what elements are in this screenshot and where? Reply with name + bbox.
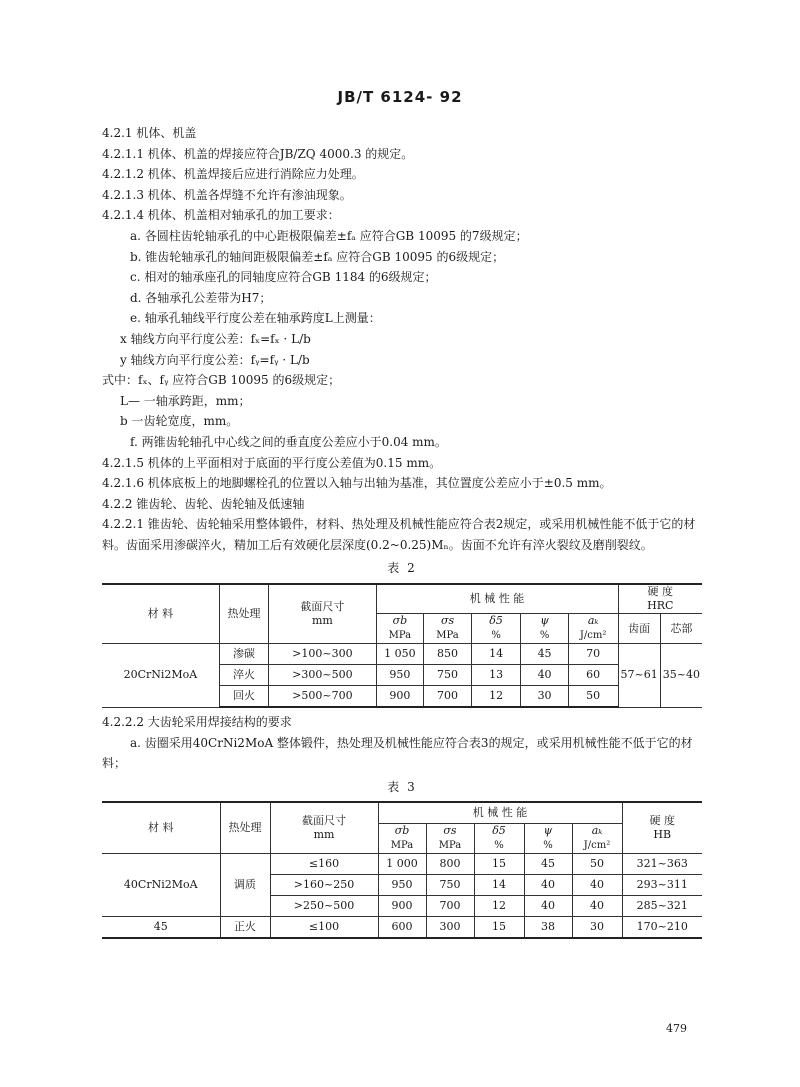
t2-r0-phi: 45 bbox=[521, 644, 569, 665]
t3-r1-phi: 40 bbox=[524, 875, 572, 896]
t2-sub-ak bbox=[568, 614, 618, 644]
t2-r2-section: >500~700 bbox=[269, 686, 376, 708]
requirement-b: b. 锥齿轮轴承孔的轴间距极限偏差±fₐ 应符合GB 10095 的6级规定； bbox=[130, 249, 505, 264]
t2-sub-tooth: 齿面 bbox=[618, 614, 660, 644]
t3-r3-ss: 300 bbox=[426, 917, 474, 939]
section-4-2-1-6: 4.2.1.6 机体底板上的地脚螺栓孔的位置以入轴与出轴为基准，其位置度公差应小于±0.5 mm。 bbox=[102, 476, 612, 491]
t2-section-label: 截面尺寸 bbox=[300, 600, 345, 614]
t2-hardness-unit: HRC bbox=[647, 599, 674, 613]
t2-sym-ss: σs bbox=[440, 614, 455, 628]
t3-sub-sb bbox=[378, 824, 426, 854]
t2-r0-heat: 渗碳 bbox=[219, 644, 268, 665]
t3-r3-d5: 15 bbox=[474, 917, 524, 939]
t2-sym-ak: aₖ bbox=[587, 614, 599, 628]
t2-hardness-label: 硬 度 bbox=[647, 585, 673, 599]
t3-header-mech: 机 械 性 能 bbox=[378, 802, 622, 824]
section-4-2-2-2: 4.2.2.2 大齿轮采用焊接结构的要求 bbox=[102, 715, 292, 730]
requirement-a: a. 各圆柱齿轮轴承孔的中心距极限偏差±fₐ 应符合GB 10095 的7级规定； bbox=[130, 228, 528, 243]
table-3-caption: 表 3 bbox=[387, 779, 417, 794]
t2-header-heat: 热处理 bbox=[219, 584, 268, 644]
t2-r2-ss: 700 bbox=[424, 686, 472, 708]
t2-header-material: 材 料 bbox=[102, 584, 219, 644]
t3-r1-d5: 14 bbox=[474, 875, 524, 896]
section-4-2-1: 4.2.1 机体、机盖 bbox=[102, 126, 197, 140]
section-4-2-1-3: 4.2.1.3 机体、机盖各焊缝不允许有渗油现象。 bbox=[102, 187, 352, 202]
table-3 bbox=[102, 801, 702, 939]
page-number: 479 bbox=[666, 1022, 687, 1035]
t3-r0-sb: 1 000 bbox=[378, 854, 426, 875]
t3-header-section bbox=[270, 802, 378, 854]
t2-r2-sb: 900 bbox=[376, 686, 424, 708]
t2-unit-ak: J/cm² bbox=[579, 630, 607, 642]
t2-unit-d5: % bbox=[491, 630, 501, 642]
requirement-f: f. 两锥齿轮轴孔中心线之间的垂直度公差应小于0.04 mm。 bbox=[130, 434, 447, 449]
t2-sym-sb: σb bbox=[392, 614, 408, 628]
t3-r2-d5: 12 bbox=[474, 896, 524, 917]
t2-sub-sb bbox=[376, 614, 424, 644]
t3-material-1: 40CrNi2MoA bbox=[102, 854, 220, 917]
t2-material: 20CrNi2MoA bbox=[102, 644, 219, 708]
t3-unit-ss: MPa bbox=[438, 840, 462, 852]
t2-sub-ss bbox=[424, 614, 472, 644]
t3-r3-phi: 38 bbox=[524, 917, 572, 939]
section-4-2-2: 4.2.2 锥齿轮、齿轮、齿轮轴及低速轴 bbox=[102, 496, 305, 511]
t3-sym-phi: ψ bbox=[543, 824, 553, 838]
t3-r0-hb: 321~363 bbox=[622, 854, 702, 875]
t2-sym-d5: δ5 bbox=[489, 614, 503, 628]
t3-hardness-unit: HB bbox=[653, 828, 672, 842]
t3-r3-sb: 600 bbox=[378, 917, 426, 939]
t3-sym-ss: σs bbox=[443, 824, 457, 838]
t3-section-unit: mm bbox=[313, 828, 335, 842]
t3-heat-1: 调质 bbox=[220, 854, 270, 917]
t3-sub-d5 bbox=[474, 824, 524, 854]
t3-r2-section: >250~500 bbox=[270, 896, 378, 917]
section-4-2-1-4: 4.2.1.4 机体、机盖相对轴承孔的加工要求： bbox=[102, 208, 340, 223]
t3-r2-phi: 40 bbox=[524, 896, 572, 917]
t3-r2-hb: 285~321 bbox=[622, 896, 702, 917]
t3-r2-ak: 40 bbox=[572, 896, 622, 917]
t2-r2-heat: 回火 bbox=[219, 686, 268, 708]
t2-r0-section: >100~300 bbox=[269, 644, 376, 665]
t2-section-unit: mm bbox=[311, 614, 333, 628]
t2-sym-phi: ψ bbox=[540, 614, 549, 628]
t2-r0-ak: 70 bbox=[568, 644, 618, 665]
t2-sub-phi bbox=[521, 614, 569, 644]
t3-r0-section: ≤160 bbox=[270, 854, 378, 875]
t3-r1-sb: 950 bbox=[378, 875, 426, 896]
t3-section-label: 截面尺寸 bbox=[302, 814, 346, 828]
t3-sub-ss bbox=[426, 824, 474, 854]
t3-sub-ak bbox=[572, 824, 622, 854]
section-4-2-1-5: 4.2.1.5 机体的上平面相对于底面的平行度公差值为0.15 mm。 bbox=[102, 455, 442, 470]
t3-sym-d5: δ5 bbox=[492, 824, 506, 838]
t2-r0-sb: 1 050 bbox=[376, 644, 424, 665]
t3-sym-ak: aₖ bbox=[591, 824, 603, 838]
t2-r1-ak: 60 bbox=[568, 665, 618, 686]
t2-hardness-core: 35~40 bbox=[660, 644, 702, 708]
t2-r1-phi: 40 bbox=[521, 665, 569, 686]
t2-r1-ss: 750 bbox=[424, 665, 472, 686]
t3-r3-hb: 170~210 bbox=[622, 917, 702, 939]
t2-unit-ss: MPa bbox=[436, 630, 459, 642]
table-2-caption: 表 2 bbox=[387, 561, 417, 576]
t3-r3-section: ≤100 bbox=[270, 917, 378, 939]
document-header: JB/T 6124- 92 bbox=[337, 88, 463, 106]
t3-r0-ak: 50 bbox=[572, 854, 622, 875]
t2-r0-ss: 850 bbox=[424, 644, 472, 665]
definition-b: b 一齿轮宽度，mm。 bbox=[120, 414, 239, 429]
t3-heat-2: 正火 bbox=[220, 917, 270, 939]
t2-unit-sb: MPa bbox=[388, 630, 412, 642]
formula-x: x 轴线方向平行度公差：fₓ=fₓ · L/b bbox=[120, 331, 311, 346]
t2-r1-heat: 淬火 bbox=[219, 665, 268, 686]
t2-r1-section: >300~500 bbox=[269, 665, 376, 686]
t2-unit-phi: % bbox=[539, 630, 550, 642]
t2-r1-d5: 13 bbox=[471, 665, 520, 686]
t2-header-section bbox=[269, 584, 376, 644]
t3-header-hardness bbox=[622, 802, 702, 854]
section-4-2-1-1: 4.2.1.1 机体、机盖的焊接应符合JB/ZQ 4000.3 的规定。 bbox=[102, 146, 414, 161]
t3-r1-section: >160~250 bbox=[270, 875, 378, 896]
t3-material-2: 45 bbox=[102, 917, 220, 939]
t3-r2-sb: 900 bbox=[378, 896, 426, 917]
t3-sub-phi bbox=[524, 824, 572, 854]
definition-L: L— 一轴承跨距，mm； bbox=[120, 393, 251, 408]
t2-r2-d5: 12 bbox=[471, 686, 520, 708]
section-4-2-2-1: 4.2.2.1 锥齿轮、齿轮轴采用整体锻件，材料、热处理及机械性能应符合表2规定，或采用机械性能不低于它的材料。齿面采用渗碳淬火，精加工后有效硬化层深度(0.2~0.25)Mₙ。齿面不允许有淬火裂纹及磨削裂纹。 bbox=[102, 517, 696, 552]
t3-hardness-label: 硬 度 bbox=[649, 814, 675, 828]
t3-r3-ak: 30 bbox=[572, 917, 622, 939]
t3-r1-hb: 293~311 bbox=[622, 875, 702, 896]
t2-sub-d5 bbox=[471, 614, 520, 644]
formula-where: 式中：fₓ、fᵧ 应符合GB 10095 的6级规定； bbox=[102, 373, 341, 388]
section-4-2-2-2-a: a. 齿圈采用40CrNi2MoA 整体锻件，热处理及机械性能应符合表3的规定，或采用机械性能不低于它的材料； bbox=[102, 735, 693, 771]
t3-r0-phi: 45 bbox=[524, 854, 572, 875]
t3-sym-sb: σb bbox=[394, 824, 410, 838]
requirement-d: d. 各轴承孔公差带为H7； bbox=[130, 290, 272, 305]
t2-header-mech: 机 械 性 能 bbox=[376, 584, 618, 614]
t2-header-hardness bbox=[618, 584, 702, 614]
t2-r2-phi: 30 bbox=[521, 686, 569, 708]
t3-r2-ss: 700 bbox=[426, 896, 474, 917]
t3-r0-d5: 15 bbox=[474, 854, 524, 875]
t3-unit-ak: J/cm² bbox=[583, 840, 611, 852]
t3-unit-d5: % bbox=[494, 840, 504, 852]
t3-r1-ss: 750 bbox=[426, 875, 474, 896]
t2-r2-ak: 50 bbox=[568, 686, 618, 708]
section-4-2-1-2: 4.2.1.2 机体、机盖焊接后应进行消除应力处理。 bbox=[102, 167, 364, 182]
t3-unit-sb: MPa bbox=[390, 840, 414, 852]
requirement-c: c. 相对的轴承座孔的同轴度应符合GB 1184 的6级规定； bbox=[130, 270, 437, 285]
t2-sub-core: 芯部 bbox=[660, 614, 702, 644]
t2-hardness-tooth: 57~61 bbox=[618, 644, 660, 708]
t3-unit-phi: % bbox=[543, 840, 553, 852]
document-body bbox=[102, 123, 702, 939]
t2-r0-d5: 14 bbox=[471, 644, 520, 665]
t3-header-heat: 热处理 bbox=[220, 802, 270, 854]
table-2 bbox=[102, 583, 702, 708]
formula-y: y 轴线方向平行度公差：fᵧ=fᵧ · L/b bbox=[120, 352, 310, 367]
t3-r1-ak: 40 bbox=[572, 875, 622, 896]
requirement-e: e. 轴承孔轴线平行度公差在轴承跨度L上测量： bbox=[130, 311, 381, 326]
t3-r0-ss: 800 bbox=[426, 854, 474, 875]
t2-r1-sb: 950 bbox=[376, 665, 424, 686]
t3-header-material: 材 料 bbox=[102, 802, 220, 854]
